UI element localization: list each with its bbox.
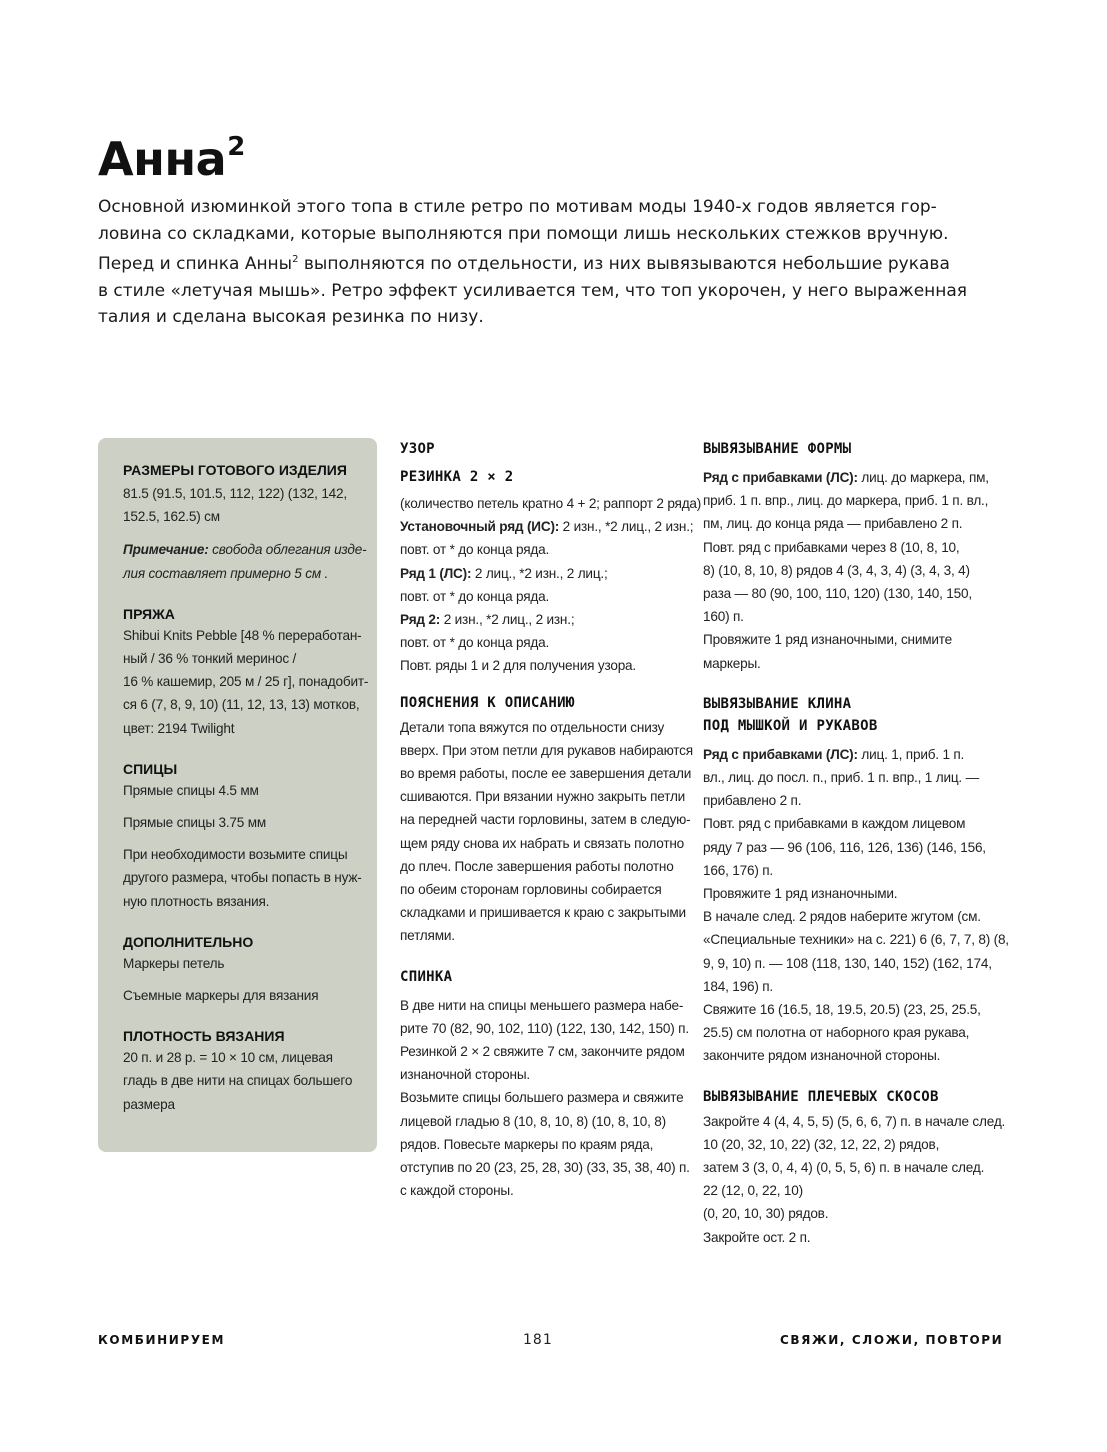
extra-heading: ДОПОЛНИТЕЛЬНО <box>123 933 254 950</box>
back-heading: СПИНКА <box>400 968 453 985</box>
pattern-line: повт. от * до конца ряда. <box>400 635 550 651</box>
gusset-line: вл., лиц. до посл. п., приб. 1 п. впр., 1 лиц. — <box>703 770 979 786</box>
materials-column <box>123 460 373 1116</box>
shaping-line: Повт. ряд с прибавками через 8 (10, 8, 10, <box>703 539 960 555</box>
notes-line: вверх. При этом петли для рукавов набираются <box>400 742 693 758</box>
gauge-line: 20 п. и 28 р. = 10 × 10 см, лицевая <box>123 1050 333 1066</box>
needles-note: ную плотность вязания. <box>123 893 270 909</box>
shaping-line: маркеры. <box>703 655 761 671</box>
gauge-heading: ПЛОТНОСТЬ ВЯЗАНИЯ <box>123 1028 285 1045</box>
notes-line: на передней части горловины, затем в следую- <box>400 812 691 828</box>
gusset-line: Повт. ряд с прибавками в каждом лицевом <box>703 816 966 832</box>
gusset-line: «Специальные техники» на с. 221) 6 (6, 7, 7, 8) (8, <box>703 932 1009 948</box>
notes-line: петлями. <box>400 928 455 944</box>
shaping-line: раза — 80 (90, 100, 110, 120) (130, 140, 150, <box>703 586 972 602</box>
gusset-line: 25.5) см полотна от наборного края рукава, <box>703 1025 970 1041</box>
gusset-line: ряду 7 раз — 96 (106, 116, 126, 136) (146, 156, <box>703 839 986 855</box>
needles-item: Прямые спицы 4.5 мм <box>123 782 259 798</box>
back-line: отступив по 20 (23, 25, 28, 30) (33, 35, 38, 40) п. <box>400 1160 690 1176</box>
shaping-line: пм, лиц. до конца ряда — прибавлено 2 п. <box>703 516 963 532</box>
back-line: изнаночной стороны. <box>400 1067 530 1083</box>
page-title: Анна$^2$ <box>98 132 245 186</box>
gusset-line: 184, 196) п. <box>703 978 773 994</box>
instructions-column <box>703 438 1009 1249</box>
yarn-heading: ПРЯЖА <box>123 605 175 622</box>
sizes-line: 152.5, 162.5) см <box>123 509 220 525</box>
page-number: 181 <box>523 1332 553 1348</box>
shoulders-line: (0, 20, 10, 30) рядов. <box>703 1206 829 1222</box>
notes-line: складками и пришивается к краю с закрытыми <box>400 905 686 921</box>
pattern-line: (количество петель кратно 4 + 2; раппорт 2 ряда) <box>400 496 702 511</box>
notes-line: по обеим сторонам горловины собирается <box>400 882 662 898</box>
gauge-line: гладь в две нити на спицах большего <box>123 1073 353 1089</box>
sizes-line: 81.5 (91.5, 101.5, 112, 122) (132, 142, <box>123 486 347 501</box>
back-line: В две нити на спицы меньшего размера набе- <box>400 997 684 1013</box>
yarn-line: ный / 36 % тонкий меринос / <box>123 651 297 667</box>
notes-line: во время работы, после ее завершения детали <box>400 766 692 782</box>
intro-paragraph <box>98 194 978 331</box>
back-line: с каждой стороны. <box>400 1183 514 1199</box>
footer-section-label: КОМБИНИРУЕМ <box>98 1333 226 1347</box>
pattern-column <box>400 438 702 1202</box>
needles-note: другого размера, чтобы попасть в нуж- <box>123 870 362 886</box>
notes-line: до плеч. После завершения работы полотно <box>400 858 674 874</box>
needles-note: При необходимости возьмите спицы <box>123 847 348 863</box>
extra-item: Съемные маркеры для вязания <box>123 988 319 1004</box>
intro-line: в стиле «летучая мышь». Ретро эффект усиливается тем, что топ укорочен, у него выраженная <box>98 280 968 301</box>
notes-line: Детали топа вяжутся по отдельности снизу <box>400 719 665 735</box>
back-line: рядов. Повесьте маркеры по краям ряда, <box>400 1136 654 1152</box>
pattern-line: повт. от * до конца ряда. <box>400 542 550 558</box>
pattern-line: Установочный ряд (ИС): 2 изн., *2 лиц., 2 изн.; <box>400 519 694 535</box>
intro-line: талия и сделана высокая резинка по низу. <box>98 307 484 328</box>
shaping-line: 160) п. <box>703 609 744 625</box>
gusset-heading: ПОД МЫШКОЙ И РУКАВОВ <box>703 717 878 734</box>
back-line: Возьмите спицы большего размера и свяжите <box>400 1090 684 1106</box>
extra-item: Маркеры петель <box>123 955 225 971</box>
intro-line: Перед и спинка Анны$^2$ выполняются по отдельности, из них вывязываются небольшие рукава <box>98 254 950 275</box>
yarn-line: ся 6 (7, 8, 9, 10) (11, 12, 13, 13) мотков, <box>123 697 360 713</box>
gusset-heading: ВЫВЯЗЫВАНИЕ КЛИНА <box>703 695 852 712</box>
shaping-heading: ВЫВЯЗЫВАНИЕ ФОРМЫ <box>703 441 852 457</box>
gusset-line: 166, 176) п. <box>703 862 773 878</box>
pattern-line: Ряд 1 (ЛС): 2 лиц., *2 изн., 2 лиц.; <box>400 565 608 581</box>
pattern-line: Ряд 2: 2 изн., *2 лиц., 2 изн.; <box>400 612 575 628</box>
needles-heading: СПИЦЫ <box>123 760 178 777</box>
shoulders-heading: ВЫВЯЗЫВАНИЕ ПЛЕЧЕВЫХ СКОСОВ <box>703 1088 939 1105</box>
yarn-line: цвет: 2194 Twilight <box>123 720 235 736</box>
gusset-line: В начале след. 2 рядов наберите жгутом (см. <box>703 909 981 925</box>
gusset-line: Провяжите 1 ряд изнаночными. <box>703 886 898 902</box>
gusset-line: Свяжите 16 (16.5, 18, 19.5, 20.5) (23, 25, 25.5, <box>703 1002 981 1018</box>
sizes-heading: РАЗМЕРЫ ГОТОВОГО ИЗДЕЛИЯ <box>123 462 347 478</box>
gauge-line: размера <box>123 1096 175 1112</box>
sizes-note: лия составляет примерно 5 см . <box>123 565 329 581</box>
back-line: Резинкой 2 × 2 свяжите 7 см, закончите рядом <box>400 1044 685 1060</box>
back-line: лицевой гладью 8 (10, 8, 10, 8) (10, 8, 10, 8) <box>400 1113 666 1129</box>
pattern-line: Повт. ряды 1 и 2 для получения узора. <box>400 658 636 674</box>
shaping-line: 8) (10, 8, 10, 8) рядов 4 (3, 4, 3, 4) (3, 4, 3, 4) <box>703 562 970 578</box>
gusset-line: Ряд с прибавками (ЛС): лиц. 1, приб. 1 п. <box>703 746 965 762</box>
notes-line: сшиваются. При вязании нужно закрыть петли <box>400 789 686 805</box>
rib-heading: РЕЗИНКА 2 × 2 <box>400 469 514 485</box>
pattern-line: повт. от * до конца ряда. <box>400 588 550 604</box>
title-superscript: 2 <box>227 132 245 162</box>
intro-line: ловина со складками, которые выполняются при помощи лишь нескольких стежков вручную. <box>98 223 949 244</box>
sizes-note: Примечание: свобода облегания изде- <box>123 542 367 558</box>
shaping-line: Провяжите 1 ряд изнаночными, снимите <box>703 632 953 648</box>
back-line: рите 70 (82, 90, 102, 110) (122, 130, 142, 150) п. <box>400 1020 689 1036</box>
shoulders-line: Закройте ост. 2 п. <box>703 1229 811 1245</box>
footer-book-title: СВЯЖИ, СЛОЖИ, ПОВТОРИ <box>780 1333 1004 1347</box>
shoulders-line: Закройте 4 (4, 4, 5, 5) (5, 6, 6, 7) п. в начале след. <box>703 1113 1006 1129</box>
yarn-line: 16 % кашемир, 205 м / 25 г], понадобит- <box>123 674 369 690</box>
shaping-line: приб. 1 п. впр., лиц. до маркера, приб. 1 п. вл., <box>703 493 989 509</box>
gusset-line: 9, 9, 10) п. — 108 (118, 130, 140, 152) (162, 174, <box>703 955 992 971</box>
pattern-heading: УЗОР <box>400 441 435 457</box>
shaping-line: Ряд с прибавками (ЛС): лиц. до маркера, пм, <box>703 470 989 485</box>
notes-heading: ПОЯСНЕНИЯ К ОПИСАНИЮ <box>400 694 575 711</box>
intro-line: Основной изюминкой этого топа в стиле ретро по мотивам моды 1940-х годов является гор- <box>98 197 937 217</box>
gusset-line: прибавлено 2 п. <box>703 793 802 809</box>
shoulders-line: 10 (20, 32, 10, 22) (32, 12, 22, 2) рядов, <box>703 1136 940 1152</box>
gusset-line: закончите рядом изнаночной стороны. <box>703 1048 941 1064</box>
yarn-line: Shibui Knits Pebble [48 % переработан- <box>123 627 362 643</box>
shoulders-line: затем 3 (3, 0, 4, 4) (0, 5, 5, 6) п. в начале след. <box>703 1160 985 1176</box>
needles-item: Прямые спицы 3.75 мм <box>123 815 267 831</box>
notes-line: щем ряду снова их набрать и связать полотно <box>400 835 685 851</box>
shoulders-line: 22 (12, 0, 22, 10) <box>703 1183 803 1199</box>
